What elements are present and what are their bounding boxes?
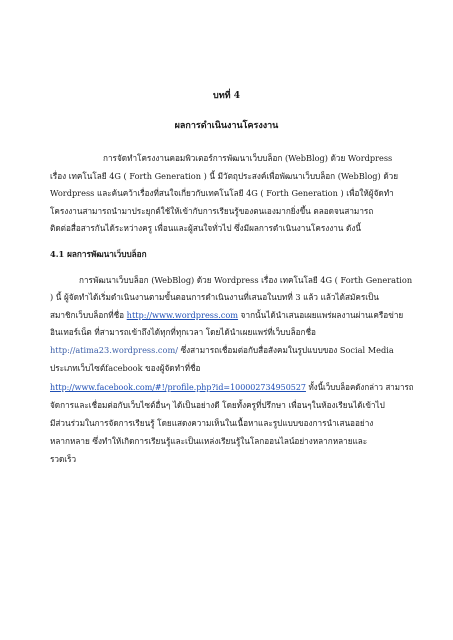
blog-link[interactable]: http://atima23.wordpress.com/ xyxy=(50,345,178,355)
chapter-title: บทที่ 4 xyxy=(213,91,240,101)
paragraph-line: การพัฒนาเว็บบล็อก (WebBlog) ด้วย Wordpress เรื่อง เทคโนโลยี 4G ( Forth Generation xyxy=(79,275,413,285)
paragraph-text: จากนั้นได้นำเสนอเผยแพร่ผลงานผ่านเครือข่าย xyxy=(238,310,404,320)
intro-line: การจัดทำโครงงานคอมพิวเตอร์การพัฒนาเว็บบล็อก (WebBlog) ด้วย Wordpress xyxy=(103,153,393,163)
paragraph-line xyxy=(50,310,403,321)
paragraph-line: รวดเร็ว xyxy=(50,454,77,464)
paragraph-text: สมาชิกเว็บบล็อกที่ชื่อ xyxy=(50,310,127,320)
paragraph-line: ) นี้ ผู้จัดทำได้เริ่มดำเนินงานตามขั้นตอนการดำเนินงานที่เสนอในบทที่ 3 แล้ว แล้วได้สมัครเป็น xyxy=(50,292,379,302)
paragraph-line: มีส่วนร่วมในการจัดการเรียนรู้ โดยแสดงความเห็นในเนื้อหาและรูปแบบของการนำเสนออย่าง xyxy=(50,418,374,428)
paragraph-text: ทั้งนี้เว็บบล็อคดังกล่าว สามารถ xyxy=(305,382,414,392)
section-title: ผลการดำเนินงานโครงงาน xyxy=(174,121,279,131)
paragraph-line: อินเทอร์เน็ต ที่สามารถเข้าถึงได้ทุกที่ทุกเวลา โดยได้นำเผยแพร่ที่เว็บบล็อกชื่อ xyxy=(50,327,316,337)
paragraph-line: จัดการและเชื่อมต่อกับเว็บไซต์อื่นๆ ได้เป็นอย่างดี โดยทั้งครูที่ปรึกษา เพื่อนๆในห้องเรียนได้เข้าไป xyxy=(50,400,385,410)
intro-line: ติดต่อสื่อสารกันได้ระหว่างครู เพื่อนและผู้สนใจทั่วไป ซึ่งมีผลการดำเนินงานโครงงาน ดังนี้ xyxy=(50,223,361,233)
paragraph-line xyxy=(50,382,414,393)
paragraph-line xyxy=(50,345,394,356)
intro-line: เรื่อง เทคโนโลยี 4G ( Forth Generation ) นี้ มีวัตถุประสงค์เพื่อพัฒนาเว็บบล็อก (WebBlog) ด้วย xyxy=(50,171,399,181)
intro-line: Wordpress และค้นคว้าเรื่องที่สนใจเกี่ยวกับเทคโนโลยี 4G ( Forth Generation ) เพื่อให้ผู้จัดทำ xyxy=(50,188,394,198)
paragraph-line: หลากหลาย ซึ่งทำให้เกิดการเรียนรู้และเป็นแหล่งเรียนรู้ในโลกออนไลน์อย่างหลากหลายและ xyxy=(50,436,368,446)
facebook-link[interactable]: http://www.facebook.com/#!/profile.php?id=100002734950527 xyxy=(50,382,306,392)
intro-line: โครงงานสามารถนำมาประยุกต์ใช้ให้เข้ากับการเรียนรู้ของตนเองมากยิ่งขึ้น ตลอดจนสามารถ xyxy=(50,206,374,216)
paragraph-line: ประเภทเว็บไซต์facebook ของผู้จัดทำที่ชื่อ xyxy=(50,363,201,373)
subsection-title: 4.1 ผลการพัฒนาเว็บบล็อก xyxy=(50,249,147,259)
wordpress-link[interactable]: http://www.wordpress.com xyxy=(126,310,239,320)
paragraph-text: ซึ่งสามารถเชื่อมต่อกับสื่อสังคมในรูปแบบของ Social Media xyxy=(177,345,394,355)
